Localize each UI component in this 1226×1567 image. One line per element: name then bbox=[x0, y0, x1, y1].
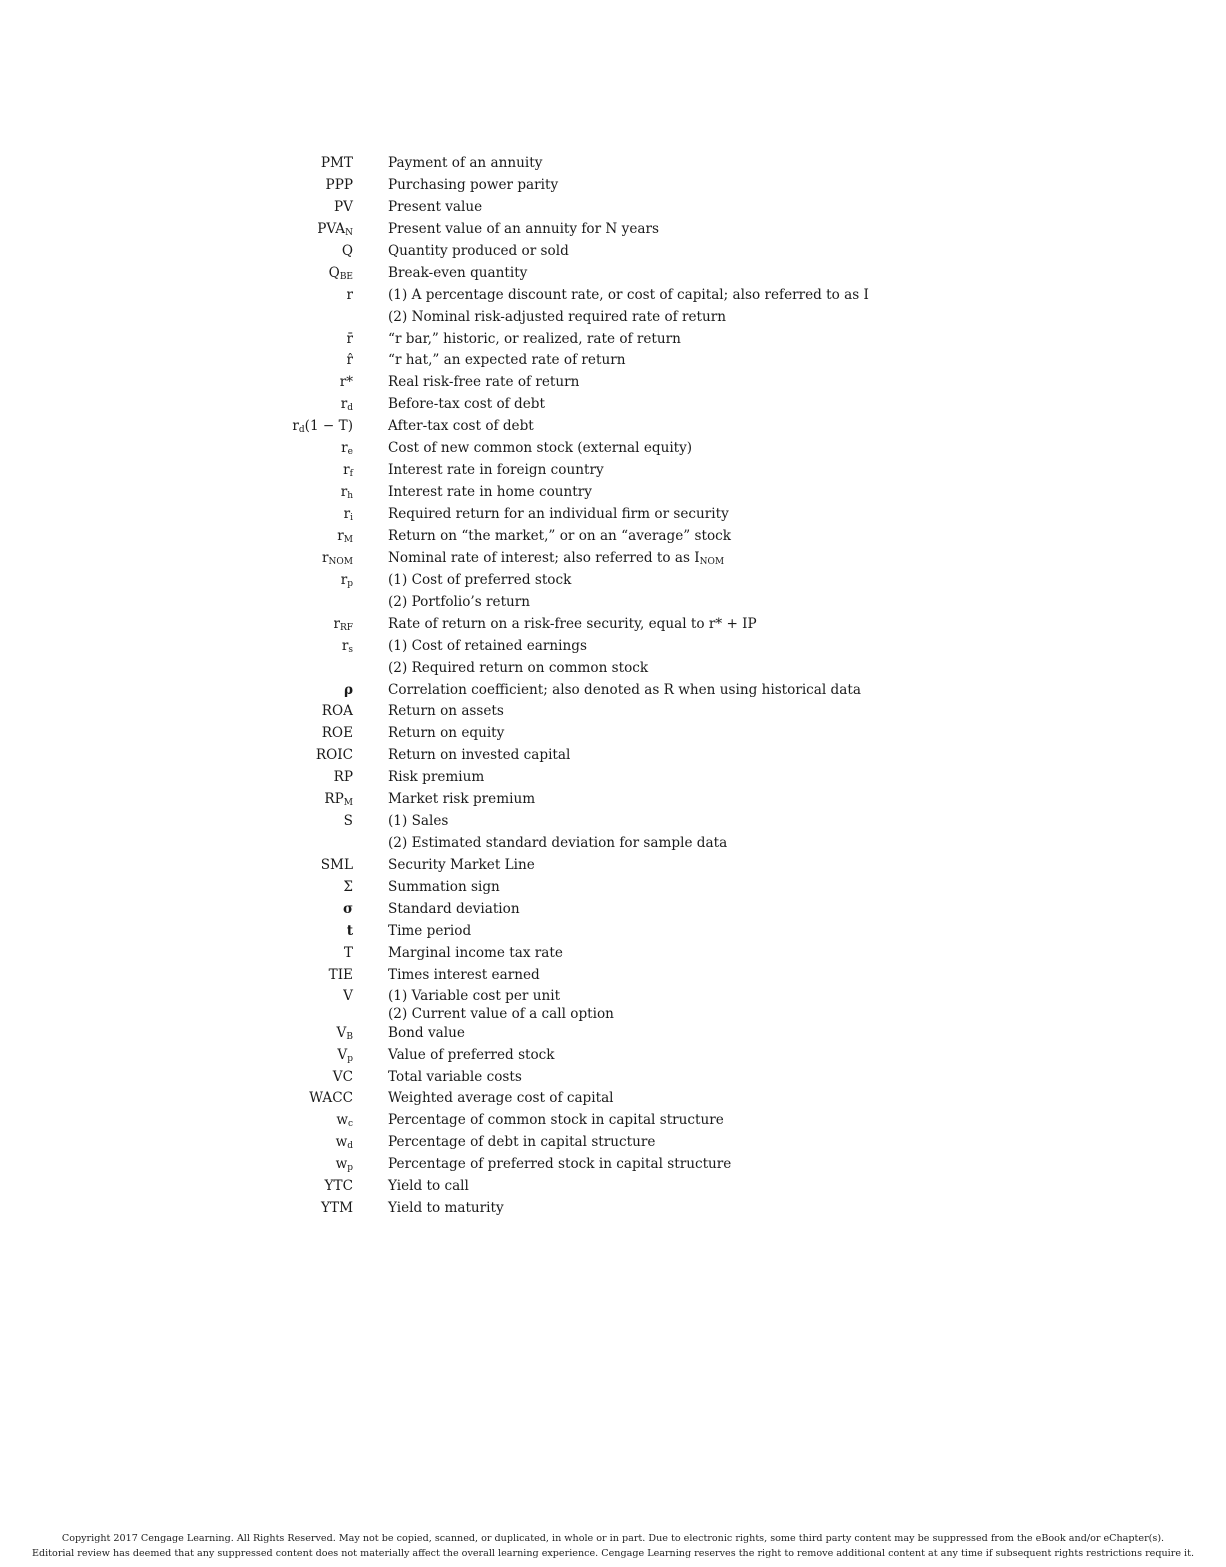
symbol-base: w bbox=[335, 1134, 348, 1151]
glossary-row bbox=[0, 811, 1226, 833]
definition-text: Percentage of preferred stock in capital structure bbox=[388, 1156, 732, 1173]
definition-text: Payment of an annuity bbox=[388, 155, 543, 171]
glossary-row bbox=[0, 1005, 1226, 1023]
glossary-definition bbox=[388, 636, 587, 658]
glossary-definition bbox=[388, 241, 569, 263]
glossary-definition bbox=[388, 394, 545, 416]
glossary-definition bbox=[388, 219, 659, 241]
symbol-subscript: d bbox=[347, 403, 353, 414]
glossary-row bbox=[0, 372, 1226, 394]
symbol-base: PVA bbox=[317, 220, 346, 237]
glossary-symbol bbox=[325, 1176, 353, 1198]
symbol-base: TIE bbox=[328, 966, 353, 983]
glossary-definition bbox=[388, 1132, 655, 1154]
glossary-row bbox=[0, 1110, 1226, 1132]
symbol-base: YTM bbox=[321, 1200, 353, 1217]
symbol-base: ROA bbox=[321, 703, 353, 720]
glossary-row bbox=[0, 1045, 1226, 1067]
glossary-row bbox=[0, 526, 1226, 548]
glossary-definition bbox=[388, 482, 592, 504]
symbol-base: T bbox=[343, 944, 353, 961]
glossary-symbol bbox=[336, 1154, 353, 1176]
glossary-symbol bbox=[347, 921, 353, 943]
symbol-subscript: p bbox=[347, 1163, 353, 1174]
glossary-row bbox=[0, 855, 1226, 877]
glossary-row bbox=[0, 1132, 1226, 1154]
glossary-definition bbox=[388, 307, 726, 329]
symbol-base: r bbox=[343, 506, 351, 522]
symbol-subscript: s bbox=[348, 644, 353, 655]
glossary-row bbox=[0, 965, 1226, 987]
symbol-base: σ bbox=[342, 900, 353, 917]
definition-text: Correlation coefficient; also denoted as R when using historical data bbox=[388, 681, 861, 698]
glossary-symbol bbox=[343, 987, 353, 1005]
glossary-row bbox=[0, 285, 1226, 307]
symbol-base: WACC bbox=[309, 1090, 353, 1107]
glossary-symbol bbox=[322, 701, 353, 723]
definition-text: Present value bbox=[388, 198, 483, 215]
glossary-definition bbox=[388, 285, 869, 307]
symbol-base: r bbox=[322, 549, 329, 566]
glossary-definition bbox=[388, 592, 530, 614]
glossary-definition bbox=[388, 833, 727, 855]
glossary-row bbox=[0, 175, 1226, 197]
symbol-base: r bbox=[340, 484, 348, 501]
symbol-base: RP bbox=[333, 769, 353, 786]
glossary-symbol bbox=[329, 263, 353, 285]
glossary-definition bbox=[388, 811, 448, 833]
glossary-symbol bbox=[343, 460, 353, 482]
glossary-definition bbox=[388, 416, 534, 438]
symbol-base: r bbox=[333, 615, 340, 632]
definition-text: Required return for an individual firm or security bbox=[388, 506, 729, 522]
definition-text: Bond value bbox=[388, 1024, 465, 1041]
symbol-base: ρ bbox=[343, 681, 353, 698]
glossary-symbol bbox=[341, 438, 353, 460]
glossary-symbol bbox=[343, 877, 353, 899]
glossary-definition bbox=[388, 614, 757, 636]
glossary-row bbox=[0, 438, 1226, 460]
symbol-base: r* bbox=[339, 374, 353, 391]
glossary-row bbox=[0, 921, 1226, 943]
definition-text: (1) A percentage discount rate, or cost of capital; also referred to as I bbox=[388, 286, 869, 303]
definition-text: Return on “the market,” or on an “average” stock bbox=[388, 527, 732, 544]
glossary-symbol bbox=[326, 175, 353, 197]
symbol-subscript: BE bbox=[339, 271, 353, 282]
symbol-base: r bbox=[341, 440, 348, 457]
glossary-symbol bbox=[337, 526, 353, 548]
definition-text: Interest rate in foreign country bbox=[388, 462, 604, 479]
glossary-symbol bbox=[347, 285, 354, 307]
glossary-row bbox=[0, 350, 1226, 372]
symbol-base: r bbox=[340, 396, 348, 413]
glossary-symbol bbox=[317, 219, 353, 241]
glossary-definition bbox=[388, 263, 527, 285]
glossary-row bbox=[0, 1088, 1226, 1110]
symbol-subscript: RF bbox=[339, 622, 353, 633]
glossary-row bbox=[0, 987, 1226, 1005]
symbol-base: YTC bbox=[324, 1178, 353, 1195]
glossary-definition bbox=[388, 1023, 465, 1045]
symbol-subscript: N bbox=[345, 227, 353, 238]
glossary-definition bbox=[388, 680, 861, 702]
glossary-symbol bbox=[344, 811, 353, 833]
symbol-subscript: f bbox=[349, 469, 353, 480]
glossary-symbol bbox=[340, 372, 353, 394]
glossary-definition bbox=[388, 548, 724, 570]
glossary-definition bbox=[388, 899, 520, 921]
definition-text: “r hat,” an expected rate of return bbox=[388, 352, 626, 369]
glossary-symbol bbox=[292, 416, 353, 438]
definition-text: Security Market Line bbox=[388, 857, 535, 873]
glossary-row bbox=[0, 307, 1226, 329]
symbol-base: r bbox=[340, 571, 348, 588]
glossary-row bbox=[0, 416, 1226, 438]
glossary-row bbox=[0, 833, 1226, 855]
glossary-row bbox=[0, 241, 1226, 263]
glossary-definition bbox=[388, 1110, 724, 1132]
glossary-row bbox=[0, 1198, 1226, 1220]
symbol-subscript: p bbox=[347, 578, 353, 589]
symbol-base: V bbox=[336, 1024, 347, 1041]
definition-text: Rate of return on a risk-free security, equal to r* + IP bbox=[388, 615, 757, 632]
symbol-base: w bbox=[336, 1112, 348, 1129]
glossary-symbol bbox=[334, 767, 353, 789]
glossary-symbol bbox=[322, 723, 353, 745]
glossary-definition bbox=[388, 723, 504, 745]
glossary-symbol bbox=[347, 350, 354, 372]
definition-text: Yield to maturity bbox=[388, 1200, 504, 1217]
glossary-definition bbox=[388, 1154, 731, 1176]
copyright-footer bbox=[0, 1531, 1226, 1561]
glossary-row bbox=[0, 636, 1226, 658]
symbol-base: RP bbox=[324, 791, 344, 808]
symbol-base: r bbox=[337, 527, 344, 544]
symbol-subscript: M bbox=[343, 798, 353, 809]
glossary-row bbox=[0, 723, 1226, 745]
glossary-definition bbox=[388, 197, 482, 219]
definition-text: Purchasing power parity bbox=[388, 176, 559, 193]
definition-text: Cost of new common stock (external equity) bbox=[388, 440, 693, 457]
glossary-definition bbox=[388, 504, 729, 526]
glossary-definition bbox=[388, 570, 571, 592]
symbol-subscript: d bbox=[298, 425, 305, 436]
glossary-definition bbox=[388, 1198, 504, 1220]
symbol-subscript: h bbox=[347, 491, 353, 502]
glossary-definition bbox=[388, 1005, 614, 1023]
glossary-symbol bbox=[334, 197, 353, 219]
glossary-row bbox=[0, 460, 1226, 482]
glossary-row bbox=[0, 1176, 1226, 1198]
definition-text: Total variable costs bbox=[388, 1068, 522, 1085]
symbol-glossary bbox=[0, 153, 1226, 1220]
glossary-symbol bbox=[344, 504, 353, 526]
glossary-row bbox=[0, 548, 1226, 570]
definition-text: (1) Variable cost per unit bbox=[388, 987, 561, 1004]
definition-text: (2) Nominal risk-adjusted required rate of return bbox=[388, 308, 727, 325]
glossary-row bbox=[0, 592, 1226, 614]
glossary-definition bbox=[388, 943, 563, 965]
glossary-row bbox=[0, 943, 1226, 965]
glossary-definition bbox=[388, 460, 604, 482]
definition-text: (2) Current value of a call option bbox=[388, 1005, 614, 1022]
glossary-symbol bbox=[344, 680, 353, 702]
glossary-row bbox=[0, 197, 1226, 219]
definition-text: Weighted average cost of capital bbox=[388, 1090, 614, 1107]
symbol-subscript: M bbox=[343, 534, 353, 545]
symbol-subscript: i bbox=[350, 513, 353, 523]
glossary-symbol bbox=[336, 1110, 353, 1132]
glossary-row bbox=[0, 767, 1226, 789]
definition-text: (2) Portfolio’s return bbox=[388, 593, 531, 610]
glossary-symbol bbox=[341, 570, 353, 592]
glossary-row bbox=[0, 1023, 1226, 1045]
definition-text: Times interest earned bbox=[388, 966, 540, 983]
definition-text: (2) Required return on common stock bbox=[388, 659, 649, 676]
definition-text: Interest rate in home country bbox=[388, 484, 592, 501]
definition-text: Market risk premium bbox=[388, 791, 536, 808]
glossary-row bbox=[0, 680, 1226, 702]
symbol-base: Σ bbox=[343, 878, 353, 895]
symbol-base: SML bbox=[320, 857, 353, 873]
glossary-row bbox=[0, 1067, 1226, 1089]
definition-text: (1) Sales bbox=[388, 813, 449, 830]
symbol-base: VC bbox=[332, 1068, 353, 1085]
glossary-definition bbox=[388, 438, 692, 460]
symbol-base: S bbox=[343, 813, 353, 830]
glossary-symbol bbox=[347, 329, 354, 351]
glossary-symbol bbox=[316, 745, 353, 767]
glossary-definition bbox=[388, 372, 579, 394]
glossary-row bbox=[0, 877, 1226, 899]
glossary-symbol bbox=[337, 1023, 353, 1045]
symbol-base: r bbox=[341, 637, 349, 654]
definition-text: Return on assets bbox=[388, 703, 504, 720]
glossary-definition bbox=[388, 1045, 555, 1067]
glossary-symbol bbox=[321, 153, 353, 175]
glossary-symbol bbox=[329, 965, 353, 987]
symbol-subscript: e bbox=[347, 447, 353, 458]
symbol-subscript: NOM bbox=[328, 556, 353, 567]
glossary-definition bbox=[388, 1088, 614, 1110]
definition-text: Value of preferred stock bbox=[388, 1046, 555, 1063]
glossary-row bbox=[0, 789, 1226, 811]
glossary-definition bbox=[388, 987, 560, 1005]
glossary-row bbox=[0, 263, 1226, 285]
glossary-definition bbox=[388, 745, 570, 767]
definition-text: Summation sign bbox=[388, 878, 500, 895]
definition-text: Standard deviation bbox=[388, 900, 520, 917]
symbol-base: t bbox=[346, 922, 353, 939]
glossary-symbol bbox=[341, 394, 353, 416]
definition-text: Risk premium bbox=[388, 769, 485, 786]
glossary-row bbox=[0, 504, 1226, 526]
glossary-symbol bbox=[321, 1198, 353, 1220]
glossary-definition bbox=[388, 350, 625, 372]
symbol-base: ROE bbox=[321, 725, 353, 742]
definition-text: Real risk-free rate of return bbox=[388, 374, 580, 391]
symbol-base: Q bbox=[328, 264, 340, 281]
symbol-subscript: p bbox=[347, 1053, 353, 1064]
definition-text: Yield to call bbox=[388, 1178, 469, 1195]
glossary-definition bbox=[388, 1067, 522, 1089]
glossary-definition bbox=[388, 789, 535, 811]
glossary-symbol bbox=[333, 1067, 353, 1089]
glossary-definition bbox=[388, 175, 558, 197]
glossary-row bbox=[0, 394, 1226, 416]
glossary-symbol bbox=[336, 1132, 353, 1154]
glossary-symbol bbox=[309, 1088, 353, 1110]
symbol-base: r bbox=[346, 286, 353, 303]
definition-text: “r bar,” historic, or realized, rate of return bbox=[388, 330, 681, 347]
definition-text: Return on invested capital bbox=[388, 747, 571, 764]
symbol-base: r̄ bbox=[346, 330, 353, 347]
copyright-line-1: Copyright 2017 Cengage Learning. All Rights Reserved. May not be copied, scanned, or duplicated, in whole or in part. Due to electronic rights, some third party content may be suppressed from the eBook and/or eChapter(s). bbox=[61, 1533, 1165, 1544]
symbol-base: PV bbox=[334, 198, 353, 215]
glossary-row bbox=[0, 745, 1226, 767]
definition-text: After-tax cost of debt bbox=[388, 418, 534, 435]
glossary-symbol bbox=[322, 548, 353, 570]
glossary-symbol bbox=[324, 789, 353, 811]
definition-text: (1) Cost of retained earnings bbox=[388, 637, 587, 654]
glossary-row bbox=[0, 1154, 1226, 1176]
definition-text: Present value of an annuity for N years bbox=[388, 220, 659, 237]
copyright-line-2: Editorial review has deemed that any suppressed content does not materially affect the overall learning experience. Cengage Learning reserves the right to remove additional content at any time if subsequent rights restrictions require it. bbox=[31, 1548, 1195, 1559]
symbol-base: PPP bbox=[325, 176, 353, 193]
definition-text: (2) Estimated standard deviation for sample data bbox=[388, 835, 728, 852]
symbol-base: V bbox=[337, 1046, 348, 1063]
definition-text: Return on equity bbox=[388, 725, 505, 742]
glossary-row bbox=[0, 153, 1226, 175]
glossary-row bbox=[0, 614, 1226, 636]
glossary-definition bbox=[388, 153, 542, 175]
glossary-definition bbox=[388, 855, 535, 877]
definition-text: Percentage of common stock in capital structure bbox=[388, 1112, 724, 1129]
glossary-symbol bbox=[321, 855, 353, 877]
definition-text: Marginal income tax rate bbox=[388, 944, 563, 961]
glossary-definition bbox=[388, 965, 540, 987]
glossary-symbol bbox=[343, 899, 353, 921]
glossary-definition bbox=[388, 526, 731, 548]
definition-text: Quantity produced or sold bbox=[388, 242, 569, 259]
symbol-base: r̂ bbox=[346, 352, 353, 369]
symbol-suffix: (1 − T) bbox=[304, 418, 353, 435]
glossary-definition bbox=[388, 921, 471, 943]
symbol-subscript: B bbox=[346, 1031, 353, 1042]
definition-text: Time period bbox=[388, 922, 472, 939]
symbol-base: Q bbox=[341, 242, 353, 259]
glossary-row bbox=[0, 899, 1226, 921]
glossary-definition bbox=[388, 329, 681, 351]
symbol-base: r bbox=[292, 418, 299, 435]
glossary-row bbox=[0, 701, 1226, 723]
glossary-row bbox=[0, 570, 1226, 592]
definition-text: Break-even quantity bbox=[388, 264, 528, 281]
glossary-definition bbox=[388, 701, 504, 723]
glossary-symbol bbox=[341, 482, 353, 504]
glossary-row bbox=[0, 658, 1226, 680]
glossary-symbol bbox=[342, 241, 353, 263]
symbol-base: w bbox=[335, 1156, 348, 1173]
symbol-subscript: d bbox=[347, 1141, 353, 1152]
glossary-row bbox=[0, 219, 1226, 241]
glossary-row bbox=[0, 329, 1226, 351]
symbol-base: ROIC bbox=[315, 747, 353, 764]
definition-text: Before-tax cost of debt bbox=[388, 396, 545, 413]
symbol-base: r bbox=[343, 462, 350, 479]
symbol-base: PMT bbox=[320, 155, 353, 171]
glossary-symbol bbox=[337, 1045, 353, 1067]
glossary-symbol bbox=[333, 614, 353, 636]
definition-subscript: NOM bbox=[699, 556, 725, 567]
symbol-base: V bbox=[343, 987, 353, 1004]
glossary-definition bbox=[388, 877, 500, 899]
glossary-symbol bbox=[342, 636, 353, 658]
definition-text: (1) Cost of preferred stock bbox=[388, 571, 572, 588]
glossary-definition bbox=[388, 658, 648, 680]
glossary-definition bbox=[388, 767, 484, 789]
definition-text: Percentage of debt in capital structure bbox=[388, 1134, 656, 1151]
glossary-row bbox=[0, 482, 1226, 504]
glossary-definition bbox=[388, 1176, 469, 1198]
symbol-subscript: c bbox=[347, 1119, 353, 1130]
glossary-symbol bbox=[344, 943, 353, 965]
definition-text: Nominal rate of interest; also referred to as I bbox=[388, 549, 700, 566]
